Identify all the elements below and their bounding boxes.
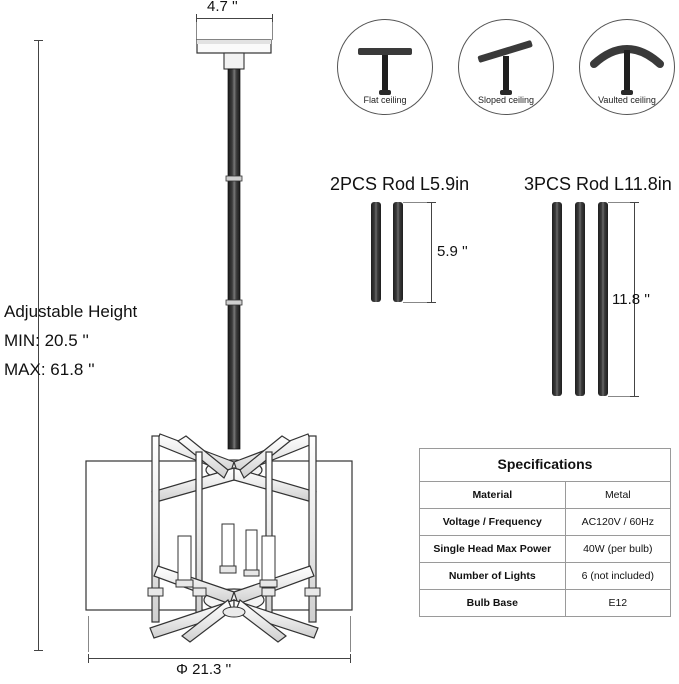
table-row xyxy=(420,536,671,563)
diameter-tick-left xyxy=(88,654,89,663)
max-height-label: MAX: 61.8 '' xyxy=(4,360,95,379)
rod-set-1-tick-bottom xyxy=(427,302,436,303)
adjustable-height-title: Adjustable Height xyxy=(4,302,138,321)
table-row xyxy=(420,563,671,590)
specifications-title: Specifications xyxy=(419,448,671,481)
ceiling-type-sloped xyxy=(458,19,554,115)
spec-key-voltage: Voltage / Frequency xyxy=(420,509,566,536)
specifications-table xyxy=(419,448,671,617)
spec-value-bulb-base: E12 xyxy=(565,590,670,617)
diameter-tick-right xyxy=(350,654,351,663)
spec-value-voltage: AC120V / 60Hz xyxy=(565,509,670,536)
rod-short-2 xyxy=(393,202,403,302)
ceiling-type-vaulted xyxy=(579,19,675,115)
min-height-label: MIN: 20.5 '' xyxy=(4,331,89,350)
spec-value-number-of-lights: 6 (not included) xyxy=(565,563,670,590)
diameter-dimension-line xyxy=(88,658,350,659)
flat-ceiling-caption: Flat ceiling xyxy=(363,95,407,105)
sloped-ceiling-caption: Sloped ceiling xyxy=(477,95,535,105)
spec-key-bulb-base: Bulb Base xyxy=(420,590,566,617)
diameter-ext-left xyxy=(88,616,89,652)
spec-value-max-power: 40W (per bulb) xyxy=(565,536,670,563)
rod-set-2-tick-bottom xyxy=(630,396,639,397)
rod-set-1-title: 2PCS Rod L5.9in xyxy=(330,174,470,194)
rod-set-1-dimension-line xyxy=(431,202,432,302)
rod-set-2-tick-top xyxy=(630,202,639,203)
rod-set-1-tick-top xyxy=(427,202,436,203)
spec-key-material: Material xyxy=(420,482,566,509)
rod-set-2-measure: 11.8 '' xyxy=(612,291,650,308)
ceiling-type-flat xyxy=(337,19,433,115)
rod-set-2-title: 3PCS Rod L11.8in xyxy=(524,174,672,194)
spec-key-max-power: Single Head Max Power xyxy=(420,536,566,563)
rod-set-1-measure: 5.9 '' xyxy=(437,243,468,260)
table-row xyxy=(420,590,671,617)
table-row xyxy=(420,482,671,509)
canopy-width-label: 4.7 '' xyxy=(207,0,238,15)
rod-short-1 xyxy=(371,202,381,302)
diameter-ext-right xyxy=(350,616,351,652)
diameter-label: Φ 21.3 '' xyxy=(176,661,232,678)
rod-long-3 xyxy=(598,202,608,396)
table-row xyxy=(420,509,671,536)
vaulted-ceiling-caption: Vaulted ceiling xyxy=(598,95,656,105)
rod-long-1 xyxy=(552,202,562,396)
rod-long-2 xyxy=(575,202,585,396)
spec-value-material: Metal xyxy=(565,482,670,509)
spec-key-number-of-lights: Number of Lights xyxy=(420,563,566,590)
